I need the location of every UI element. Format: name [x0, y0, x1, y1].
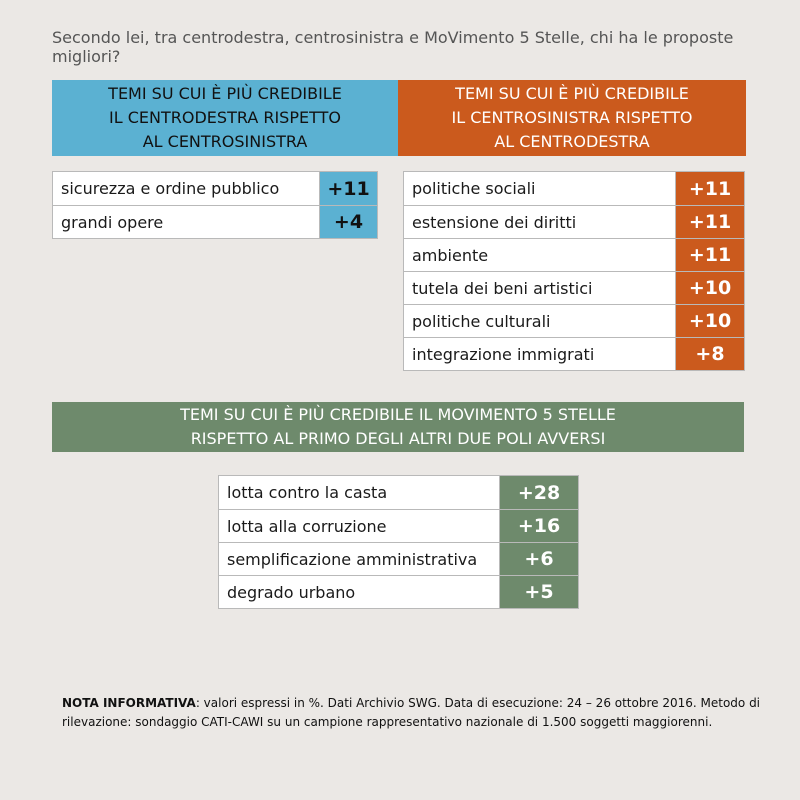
table-row — [219, 575, 578, 608]
m5s-table — [218, 475, 579, 609]
row-label: ambiente — [412, 245, 489, 265]
m5s-header-line-1: TEMI SU CUI È PIÙ CREDIBILE IL MOVIMENTO 5 STELLE — [180, 405, 616, 424]
row-label: politiche sociali — [412, 179, 536, 198]
table-row — [404, 172, 744, 205]
centrodestra-table — [52, 171, 378, 239]
row-label: semplificazione amministrativa — [227, 549, 478, 569]
table-row — [219, 542, 578, 575]
row-label: sicurezza e ordine pubblico — [61, 179, 280, 198]
row-value: +28 — [499, 476, 578, 509]
row-value: +11 — [675, 239, 744, 271]
table-row — [53, 172, 377, 205]
table-row — [404, 271, 744, 304]
row-label: integrazione immigrati — [412, 344, 595, 364]
centrosinistra-header-line-1: TEMI SU CUI È PIÙ CREDIBILE — [455, 84, 689, 103]
centrodestra-header-line-2: IL CENTRODESTRA RISPETTO — [109, 108, 341, 127]
table-row — [219, 476, 578, 509]
centrosinistra-header-line-2: IL CENTROSINISTRA RISPETTO — [451, 108, 693, 127]
row-label: politiche culturali — [412, 311, 551, 331]
table-row — [404, 337, 744, 370]
row-label: estensione dei diritti — [412, 212, 577, 232]
table-row — [219, 509, 578, 542]
row-value: +11 — [319, 172, 377, 205]
row-value: +8 — [675, 338, 744, 370]
row-label: grandi opere — [61, 212, 164, 232]
row-value: +5 — [499, 576, 578, 608]
m5s-header-line-2: RISPETTO AL PRIMO DEGLI ALTRI DUE POLI AVVERSI — [190, 429, 606, 448]
row-label: tutela dei beni artistici — [412, 278, 593, 298]
table-row — [404, 205, 744, 238]
row-label: degrado urbano — [227, 582, 356, 602]
row-value: +10 — [675, 305, 744, 337]
row-value: +16 — [499, 510, 578, 542]
centrosinistra-table — [403, 171, 745, 371]
centrosinistra-header — [398, 80, 746, 156]
row-value: +11 — [675, 172, 744, 205]
row-value: +6 — [499, 543, 578, 575]
row-label: lotta alla corruzione — [227, 516, 387, 536]
table-row — [404, 304, 744, 337]
m5s-header — [52, 402, 744, 452]
note-text: : valori espressi in %. Dati Archivio SWG. Data di esecuzione: 24 – 26 ottobre 2016. Metodo di rilevazione: sondaggio CATI-CAWI su un campione rappresentativo nazionale di 1.500 soggetti maggiorenni. — [62, 696, 761, 729]
centrosinistra-header-line-3: AL CENTRODESTRA — [494, 132, 650, 151]
row-label: lotta contro la casta — [227, 483, 388, 502]
table-row — [404, 238, 744, 271]
centrodestra-header-line-3: AL CENTROSINISTRA — [142, 132, 308, 151]
note-label: NOTA INFORMATIVA — [62, 696, 196, 710]
row-value: +11 — [675, 206, 744, 238]
centrodestra-header — [52, 80, 398, 156]
row-value: +4 — [319, 206, 377, 238]
survey-question: Secondo lei, tra centrodestra, centrosinistra e MoVimento 5 Stelle, chi ha le proposte migliori? — [52, 28, 734, 66]
row-value: +10 — [675, 272, 744, 304]
info-note — [62, 694, 762, 732]
table-row — [53, 205, 377, 238]
centrodestra-header-line-1: TEMI SU CUI È PIÙ CREDIBILE — [108, 84, 342, 103]
